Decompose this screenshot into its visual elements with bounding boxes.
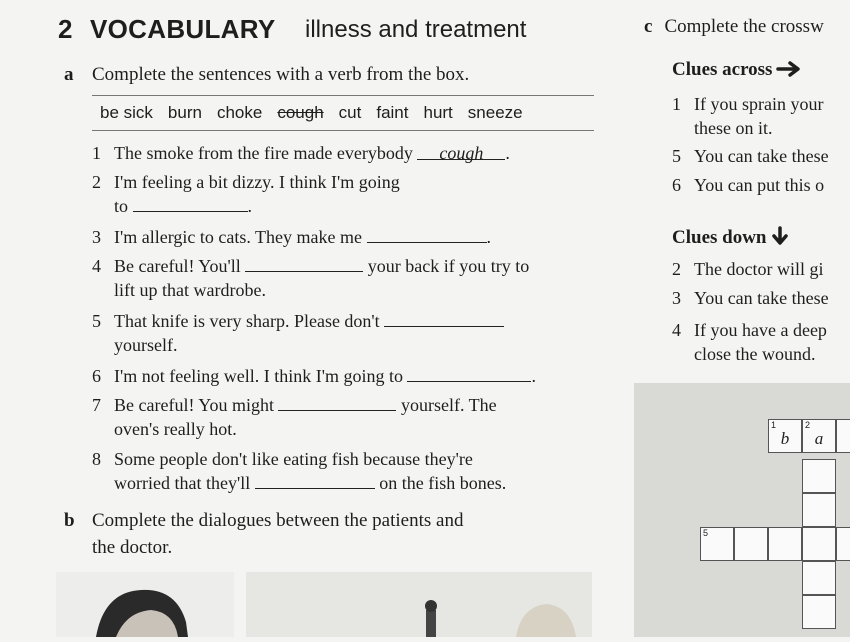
crossword-grid bbox=[634, 383, 850, 637]
sentence-2 bbox=[92, 170, 400, 218]
word-item-used: cough bbox=[277, 103, 324, 122]
sentence-text: worried that they'll bbox=[114, 473, 251, 493]
word-item: sneeze bbox=[467, 103, 523, 122]
clues-across-heading bbox=[672, 59, 804, 81]
patient-photo-1 bbox=[56, 572, 234, 637]
answer-blank[interactable] bbox=[367, 228, 487, 243]
clue-text: close the wound. bbox=[694, 344, 816, 364]
arrow-down-icon bbox=[771, 226, 789, 246]
section-letter: c bbox=[644, 16, 653, 37]
word-item: cut bbox=[338, 103, 362, 122]
page-title: VOCABULARY bbox=[90, 14, 276, 44]
clue-number: 3 bbox=[672, 288, 681, 308]
sentence-text: I'm feeling a bit dizzy. I think I'm going bbox=[114, 172, 400, 192]
crossword-cell[interactable] bbox=[836, 419, 850, 453]
sentence-number: 8 bbox=[92, 449, 101, 469]
patient-photo-2-graphic bbox=[246, 572, 592, 637]
answer-blank[interactable] bbox=[407, 367, 531, 382]
clue-text: these on it. bbox=[694, 118, 773, 138]
word-box bbox=[100, 103, 523, 123]
cell-number: 1 bbox=[771, 420, 777, 430]
sentence-text: . bbox=[247, 196, 253, 216]
clue-text: You can put this o bbox=[694, 175, 825, 195]
sentence-text: . bbox=[486, 227, 491, 247]
crossword-cell[interactable] bbox=[802, 595, 836, 629]
sentence-8 bbox=[92, 447, 506, 495]
sentence-number: 4 bbox=[92, 256, 101, 276]
sentence-text: Some people don't like eating fish because they're bbox=[114, 449, 473, 469]
sentence-number: 2 bbox=[92, 172, 101, 192]
clue-down-3 bbox=[672, 288, 829, 309]
clues-down-label: Clues down bbox=[672, 227, 767, 248]
clue-text: The doctor will gi bbox=[694, 259, 824, 279]
word-box-top-rule bbox=[92, 95, 594, 96]
word-item: be sick bbox=[100, 103, 153, 122]
sentence-number: 1 bbox=[92, 143, 101, 163]
sentence-text: . bbox=[531, 366, 536, 386]
crossword-cell[interactable] bbox=[802, 459, 836, 493]
arrow-right-icon bbox=[776, 61, 804, 77]
cell-letter: b bbox=[780, 429, 790, 448]
crossword-cell[interactable] bbox=[700, 527, 734, 561]
cell-number: 5 bbox=[703, 528, 709, 538]
clue-across-1 bbox=[672, 92, 823, 140]
sentence-text: to bbox=[114, 196, 129, 216]
crossword-cell[interactable] bbox=[734, 527, 768, 561]
sentence-5 bbox=[92, 309, 504, 357]
clue-across-6 bbox=[672, 175, 824, 196]
clue-number: 1 bbox=[672, 94, 681, 114]
section-b-instruction-line1: Complete the dialogues between the patients and bbox=[92, 510, 464, 531]
crossword-cell[interactable] bbox=[802, 561, 836, 595]
patient-photo-1-graphic bbox=[56, 572, 234, 637]
section-b-instruction-line2: the doctor. bbox=[92, 537, 173, 558]
word-item: burn bbox=[167, 103, 202, 122]
sentence-number: 7 bbox=[92, 395, 101, 415]
clue-number: 2 bbox=[672, 259, 681, 279]
sentence-6 bbox=[92, 364, 536, 388]
patient-photo-2 bbox=[246, 572, 592, 637]
section-letter: a bbox=[64, 64, 74, 85]
word-item: choke bbox=[216, 103, 263, 122]
answer-blank[interactable]: cough bbox=[417, 141, 505, 160]
sentence-text: on the fish bones. bbox=[379, 473, 507, 493]
sentence-number: 3 bbox=[92, 227, 101, 247]
page-subtitle: illness and treatment bbox=[305, 16, 527, 43]
sentence-text: Be careful! You'll bbox=[114, 256, 241, 276]
sentence-text: oven's really hot. bbox=[114, 419, 237, 439]
word-item: faint bbox=[376, 103, 409, 122]
sentence-text: The smoke from the fire made everybody bbox=[114, 143, 413, 163]
sentence-4 bbox=[92, 254, 529, 302]
sentence-number: 6 bbox=[92, 366, 101, 386]
sentence-text: I'm allergic to cats. They make me bbox=[114, 227, 362, 247]
sentence-text: yourself. bbox=[114, 335, 178, 355]
word-item: hurt bbox=[423, 103, 453, 122]
sentence-text: Be careful! You might bbox=[114, 395, 274, 415]
clue-text: You can take these bbox=[694, 288, 829, 308]
clue-text: If you sprain your bbox=[694, 94, 824, 114]
clues-across-label: Clues across bbox=[672, 59, 773, 80]
clue-number: 5 bbox=[672, 146, 681, 166]
clue-down-2 bbox=[672, 259, 823, 280]
crossword-cell[interactable] bbox=[802, 493, 836, 527]
sentence-text: your back if you try to bbox=[367, 256, 530, 276]
clues-down-heading bbox=[672, 226, 789, 249]
answer-blank[interactable] bbox=[255, 474, 375, 489]
clue-text: You can take these bbox=[694, 146, 829, 166]
word-box-bottom-rule bbox=[92, 130, 594, 131]
section-c-instruction: Complete the crossw bbox=[664, 16, 824, 37]
crossword-cell[interactable] bbox=[836, 527, 850, 561]
crossword-cell[interactable] bbox=[768, 419, 802, 453]
cell-number: 2 bbox=[805, 420, 811, 430]
section-b-heading bbox=[64, 510, 584, 558]
cell-letter: a bbox=[814, 429, 824, 448]
sentence-text: I'm not feeling well. I think I'm going to bbox=[114, 366, 403, 386]
answer-blank[interactable] bbox=[245, 257, 363, 272]
clue-across-5 bbox=[672, 146, 829, 167]
sentence-1 bbox=[92, 141, 510, 165]
crossword-cell[interactable] bbox=[802, 527, 836, 561]
sentence-text: That knife is very sharp. Please don't bbox=[114, 311, 380, 331]
sentence-number: 5 bbox=[92, 311, 101, 331]
answer-blank[interactable] bbox=[278, 396, 396, 411]
crossword-cell[interactable] bbox=[802, 419, 836, 453]
clue-number: 6 bbox=[672, 175, 681, 195]
clue-down-4 bbox=[672, 318, 827, 366]
section-a-heading bbox=[64, 64, 470, 86]
sentence-7 bbox=[92, 393, 497, 441]
exercise-number: 2 bbox=[58, 14, 73, 44]
answer-blank[interactable] bbox=[133, 197, 248, 212]
clue-text: If you have a deep bbox=[694, 320, 827, 340]
section-a-instruction: Complete the sentences with a verb from the box. bbox=[92, 64, 470, 85]
answer-blank[interactable] bbox=[384, 312, 504, 327]
section-c-heading bbox=[644, 16, 824, 38]
clue-number: 4 bbox=[672, 320, 681, 340]
crossword-cell[interactable] bbox=[768, 527, 802, 561]
section-letter: b bbox=[64, 510, 75, 531]
sentence-3 bbox=[92, 225, 491, 249]
sentence-text: lift up that wardrobe. bbox=[114, 280, 266, 300]
sentence-text: yourself. The bbox=[400, 395, 497, 415]
sentence-text: . bbox=[505, 143, 510, 163]
